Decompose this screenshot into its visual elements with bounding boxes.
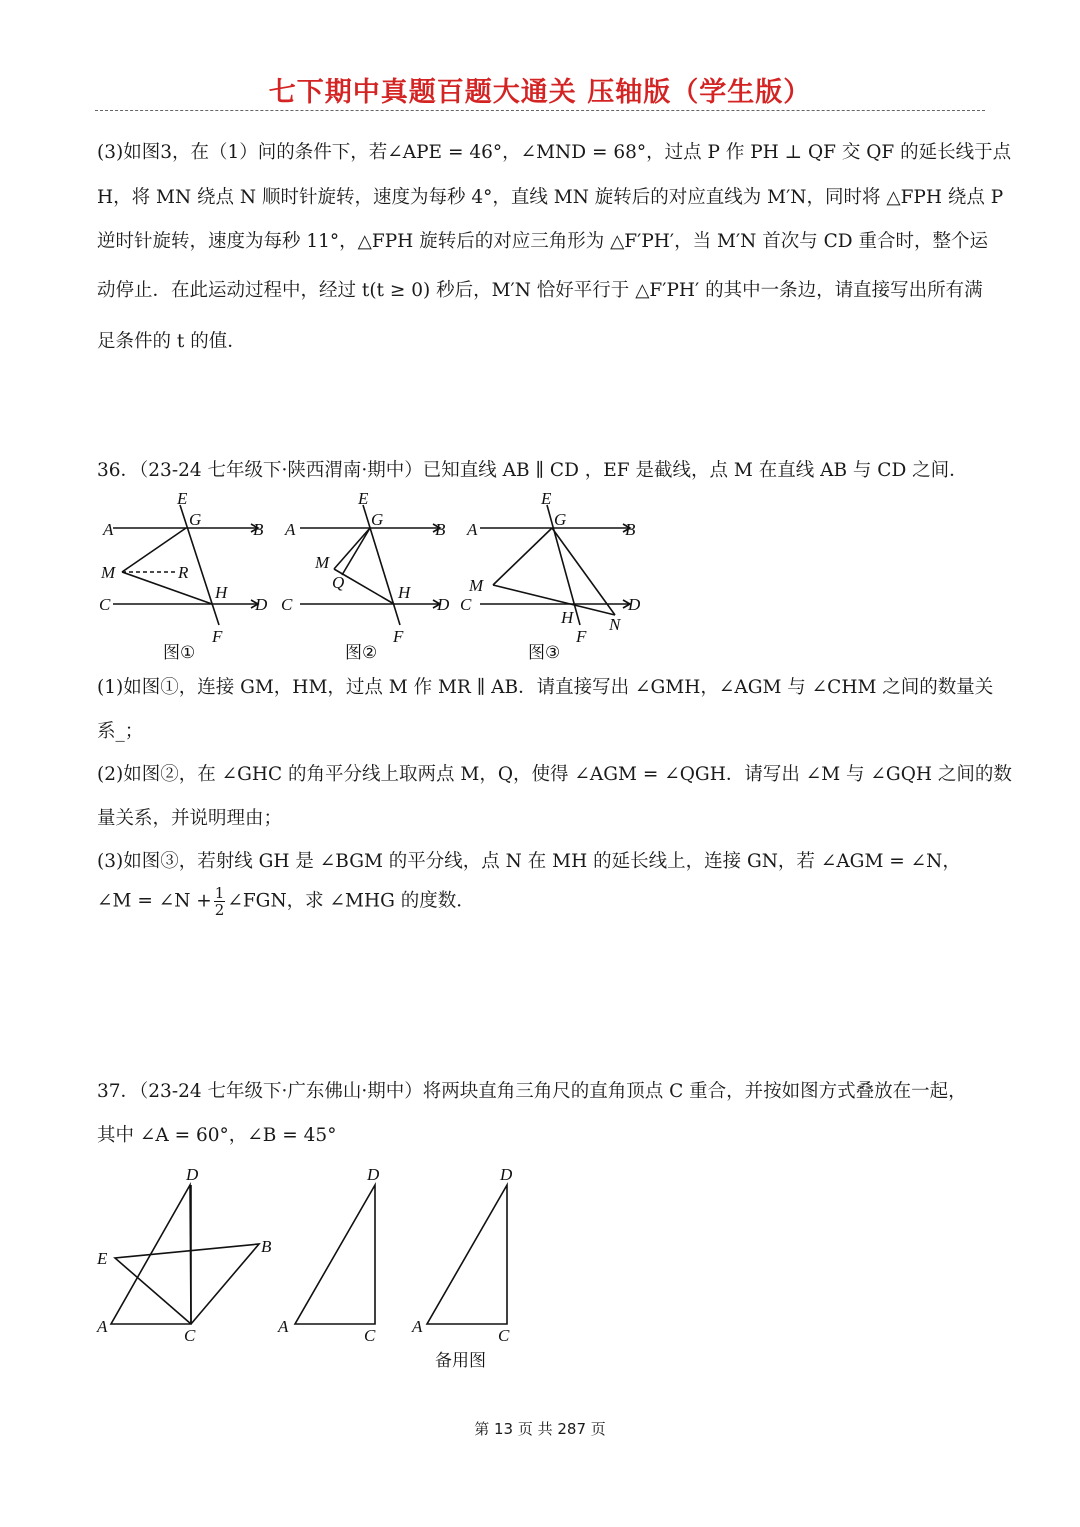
svg-text:M: M [469,576,484,595]
svg-text:C: C [99,595,111,614]
svg-text:B: B [625,520,636,539]
svg-text:C: C [184,1326,196,1345]
svg-text:F: F [576,627,587,646]
page-header-title: 七下期中真题百题大通关 压轴版（学生版） [268,77,812,108]
q36-part3-line2-b: ∠FGN，求 ∠MHG 的度数． [227,890,475,912]
page-footer: 第 13 页 共 287 页 [474,1420,606,1438]
svg-text:A: A [97,1317,108,1336]
caption-fig2: 图② [345,643,378,663]
svg-text:F: F [212,627,223,646]
q36-part3-line2-a: ∠M = ∠N + [97,890,212,912]
q35-line-5: 足条件的 t 的值． [97,331,246,352]
svg-text:B: B [253,520,264,539]
q36-part1-line1: (1)如图①，连接 GM，HM，过点 M 作 MR ∥ AB．请直接写出 ∠GMH，∠AGM 与 ∠CHM 之间的数量关 [97,677,994,698]
svg-text:D: D [367,1165,380,1184]
svg-text:A: A [103,520,114,539]
q36-part3-line1: (3)如图③，若射线 GH 是 ∠BGM 的平分线，点 N 在 MH 的延长线上，连接 GN，若 ∠AGM = ∠N， [97,851,961,872]
svg-text:D: D [255,595,268,614]
svg-text:A: A [412,1317,423,1336]
svg-text:D: D [437,595,450,614]
svg-text:H: H [215,583,228,602]
q36-part1-line2: 系_； [97,721,144,742]
q35-line-2: H，将 MN 绕点 N 顺时针旋转，速度为每秒 4°，直线 MN 旋转后的对应直线为 M′N，同时将 △FPH 绕点 P [97,187,1004,208]
svg-text:C: C [498,1326,510,1345]
svg-text:G: G [189,510,202,529]
q36-figures [95,485,655,665]
svg-text:M: M [315,553,330,572]
svg-text:C: C [281,595,293,614]
q37-stem-line1: 37．（23-24 七年级下·广东佛山·期中）将两块直角三角尺的直角顶点 C 重合，并按如图方式叠放在一起， [97,1081,967,1102]
q36-part2-line1: (2)如图②，在 ∠GHC 的角平分线上取两点 M，Q，使得 ∠AGM = ∠QGH．请写出 ∠M 与 ∠GQH 之间的数 [97,764,1012,785]
q36-part3-line2 [97,885,475,918]
svg-text:H: H [398,583,411,602]
svg-text:A: A [467,520,478,539]
q37-stem-line2: 其中 ∠A = 60°，∠B = 45° [97,1125,337,1146]
svg-text:E: E [358,489,369,508]
svg-text:E: E [177,489,188,508]
q36-part2-line2: 量关系，并说明理由； [97,808,283,829]
svg-text:G: G [371,510,384,529]
q35-line-4: 动停止．在此运动过程中，经过 t(t ≥ 0) 秒后，M′N 恰好平行于 △F′PH′ 的其中一条边，请直接写出所有满 [97,280,983,301]
svg-text:H: H [561,608,574,627]
svg-text:A: A [285,520,296,539]
svg-text:E: E [541,489,552,508]
fraction-one-half: $\frac{1}{2}$ [214,884,225,919]
svg-text:D: D [186,1165,199,1184]
q37-figures [90,1160,530,1375]
svg-text:B: B [435,520,446,539]
q36-stem: 36．（23-24 七年级下·陕西渭南·期中）已知直线 AB ∥ CD ，EF 是截线，点 M 在直线 AB 与 CD 之间． [97,460,968,481]
svg-text:R: R [178,563,189,582]
svg-text:B: B [261,1237,272,1256]
svg-text:C: C [460,595,472,614]
svg-text:F: F [393,627,404,646]
svg-text:D: D [628,595,641,614]
svg-text:N: N [609,615,621,634]
svg-text:G: G [554,510,567,529]
svg-text:C: C [364,1326,376,1345]
svg-text:Q: Q [332,573,345,592]
q35-line-3: 逆时针旋转，速度为每秒 11°，△FPH 旋转后的对应三角形为 △F′PH′，当 M′N 首次与 CD 重合时，整个运 [97,231,988,252]
svg-text:A: A [278,1317,289,1336]
q35-line-1: (3)如图3，在（1）问的条件下，若∠APE = 46°，∠MND = 68°，过点 P 作 PH ⊥ QF 交 QF 的延长线于点 [97,142,1012,163]
caption-fig1: 图① [163,643,196,663]
svg-text:M: M [101,563,116,582]
svg-text:D: D [500,1165,513,1184]
caption-fig3: 图③ [528,643,561,663]
svg-text:E: E [97,1249,108,1268]
header-divider [95,110,985,111]
caption-spare: 备用图 [435,1351,486,1371]
